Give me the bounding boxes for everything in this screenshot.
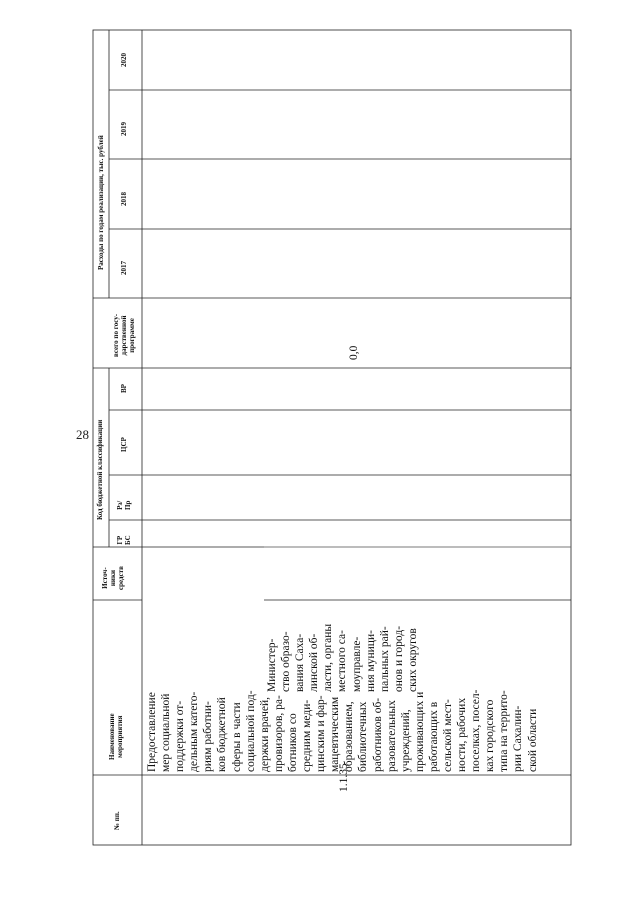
row-total-value: 0,0	[348, 345, 360, 360]
header-year-2017: 2017	[120, 261, 128, 275]
header-budget-code: Код бюджетной классификации	[96, 419, 104, 520]
header-rz-pr: Рз/ Пр	[116, 500, 132, 510]
header-expenses: Расходы по годам реализации, тыс. рублей	[97, 135, 105, 270]
page-number: 28	[76, 427, 89, 442]
row-name: Предоставление мер социальной поддержки от- дельным катего- риям работни- ков бюджетной сферы в части социальной под- держки врачей, провизоров, ра- ботников со средним меди- цинским и фар- мацевтическим образованием, библиотечных работников об- разовательных учреждений, проживающих и работающих в сельской мест- ности, рабочих поселках, посел- ках городского типа на террито- рии Сахалин- ской области	[146, 689, 539, 772]
row-num: 1.1.35	[338, 763, 350, 792]
header-year-2018: 2018	[120, 192, 128, 206]
header-vr: ВР	[120, 384, 128, 393]
header-year-2019: 2019	[120, 122, 128, 136]
header-name: Наименование мероприятия	[108, 713, 124, 760]
header-gr-bs: ГР БС	[116, 535, 132, 545]
header-num: № пп.	[113, 811, 121, 830]
header-year-2020: 2020	[120, 53, 128, 67]
header-csr: ЦСР	[120, 437, 128, 452]
row-executor: Министер- ство образо- вания Саха- линской об- ласти, органы местного са- моуправле- ния муници- пальных рай- онов и город- ских округов	[266, 623, 419, 692]
header-total: всего по госу- дарственной программе	[112, 313, 136, 357]
header-sources: Источ- ники средств	[101, 566, 125, 590]
